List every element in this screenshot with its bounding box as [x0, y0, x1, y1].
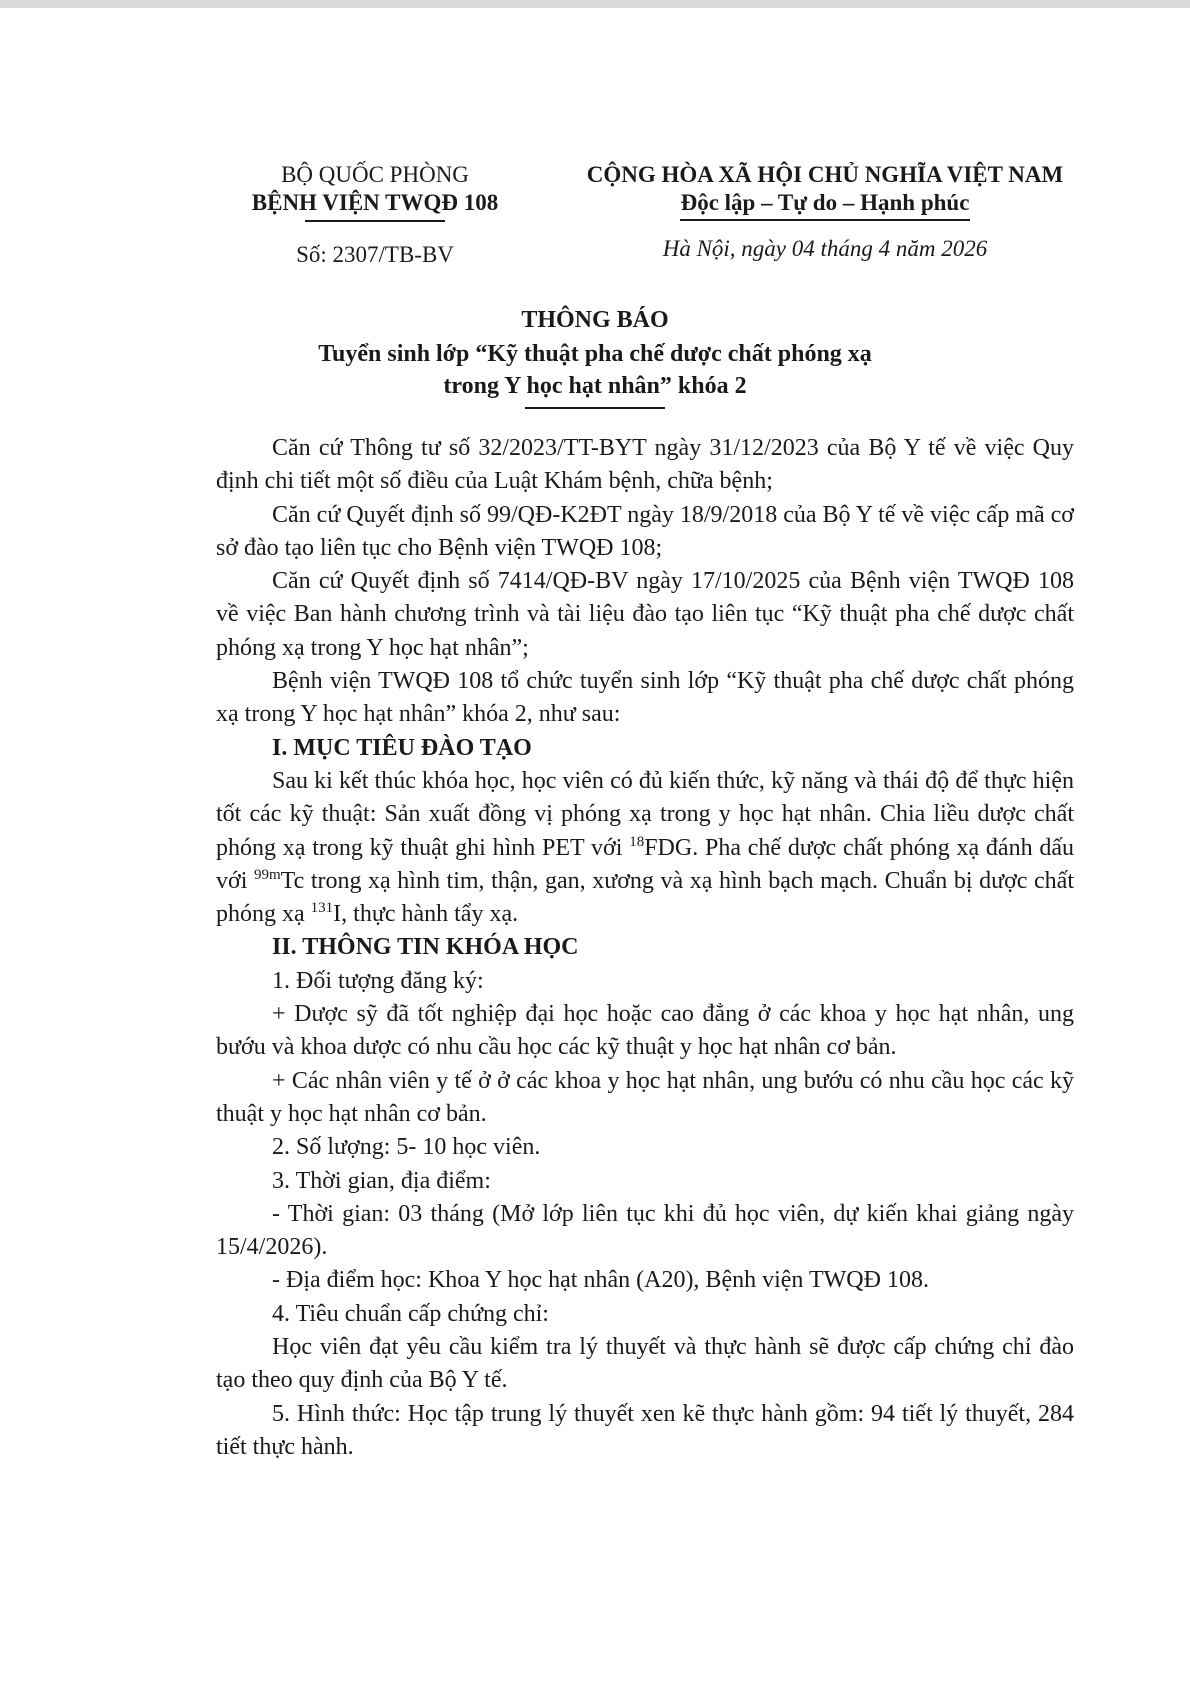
item-3-location: - Địa điểm học: Khoa Y học hạt nhân (A20), Bệnh viện TWQĐ 108. — [272, 1267, 929, 1294]
item-1-eligibility-b: + Các nhân viên y tế ở ở các khoa y học hạt nhân, ung bướu có nhu cầu học các kỹ thuật y học hạt nhân cơ bản. — [216, 1067, 1074, 1127]
document-number: Số: 2307/TB-BV — [296, 242, 454, 267]
intro-paragraph: Bệnh viện TWQĐ 108 tổ chức tuyển sinh lớp “Kỹ thuật pha chế dược chất phóng xạ trong Y học hạt nhân” khóa 2, như sau: — [216, 668, 1074, 728]
legal-basis-2: Căn cứ Quyết định số 99/QĐ-K2ĐT ngày 18/9/2018 của Bộ Y tế về việc cấp mã cơ sở đào tạo liên tục cho Bệnh viện TWQĐ 108; — [216, 501, 1074, 561]
document-body — [216, 432, 1074, 1464]
document-subject-line-1: Tuyển sinh lớp “Kỹ thuật pha chế dược chất phóng xạ — [318, 341, 872, 367]
hospital-name: BỆNH VIỆN TWQĐ 108 — [251, 190, 499, 215]
item-3-time-place: 3. Thời gian, địa điểm: — [272, 1167, 491, 1194]
item-5-format: 5. Hình thức: Học tập trung lý thuyết xen kẽ thực hành gồm: 94 tiết lý thuyết, 284 tiết thực hành. — [216, 1400, 1074, 1460]
section-2-heading: II. THÔNG TIN KHÓA HỌC — [272, 934, 579, 961]
item-1-eligibility: 1. Đối tượng đăng ký: — [272, 967, 484, 994]
item-4-certificate: 4. Tiêu chuẩn cấp chứng chỉ: — [272, 1300, 549, 1327]
legal-basis-3: Căn cứ Quyết định số 7414/QĐ-BV ngày 17/10/2025 của Bệnh viện TWQĐ 108 về việc Ban hành chương trình và tài liệu đào tạo liên tục “Kỹ thuật pha chế dược chất phóng xạ trong Y học hạt nhân”; — [216, 568, 1074, 661]
training-objective: Sau ki kết thúc khóa học, học viên có đủ kiến thức, kỹ năng và thái độ để thực hiện tốt các kỹ thuật: Sản xuất đồng vị phóng xạ trong y học hạt nhân. Chia liều dược chất phóng xạ trong kỹ thuật ghi hình PET với $^{18}$FDG. Pha chế dược chất phóng xạ đánh dấu với $^{99m}$Tc trong xạ hình tim, thận, gan, xương và xạ hình bạch mạch. Chuẩn bị dược chất phóng xạ $^{131}$I, thực hành tẩy xạ. — [216, 767, 1074, 928]
motto-underline — [680, 219, 970, 221]
national-motto: Độc lập – Tự do – Hạnh phúc — [680, 190, 970, 215]
document-type-title: THÔNG BÁO — [521, 307, 669, 333]
legal-basis-1: Căn cứ Thông tư số 32/2023/TT-BYT ngày 31/12/2023 của Bộ Y tế về việc Quy định chi tiết một số điều của Luật Khám bệnh, chữa bệnh; — [216, 435, 1074, 495]
item-2-quantity: 2. Số lượng: 5- 10 học viên. — [272, 1134, 541, 1161]
scan-top-edge — [0, 0, 1190, 8]
hospital-underline — [305, 220, 445, 222]
document-subject-line-2: trong Y học hạt nhân” khóa 2 — [443, 373, 747, 399]
place-date: Hà Nội, ngày 04 tháng 4 năm 2026 — [662, 236, 988, 261]
item-3-duration: - Thời gian: 03 tháng (Mở lớp liên tục khi đủ học viên, dự kiến khai giảng ngày 15/4/2026). — [216, 1200, 1074, 1261]
item-1-eligibility-a: + Dược sỹ đã tốt nghiệp đại học hoặc cao đẳng ở các khoa y học hạt nhân, ung bướu và khoa dược có nhu cầu học các kỹ thuật y học hạt nhân cơ bản. — [216, 1001, 1074, 1061]
country-name: CỘNG HÒA XÃ HỘI CHỦ NGHĨA VIỆT NAM — [586, 162, 1064, 187]
item-4-certificate-detail: Học viên đạt yêu cầu kiểm tra lý thuyết và thực hành sẽ được cấp chứng chỉ đào tạo theo quy định của Bộ Y tế. — [216, 1334, 1074, 1394]
title-underline — [525, 407, 665, 409]
ministry-name: BỘ QUỐC PHÒNG — [281, 162, 469, 187]
section-1-heading: I. MỤC TIÊU ĐÀO TẠO — [272, 734, 532, 761]
